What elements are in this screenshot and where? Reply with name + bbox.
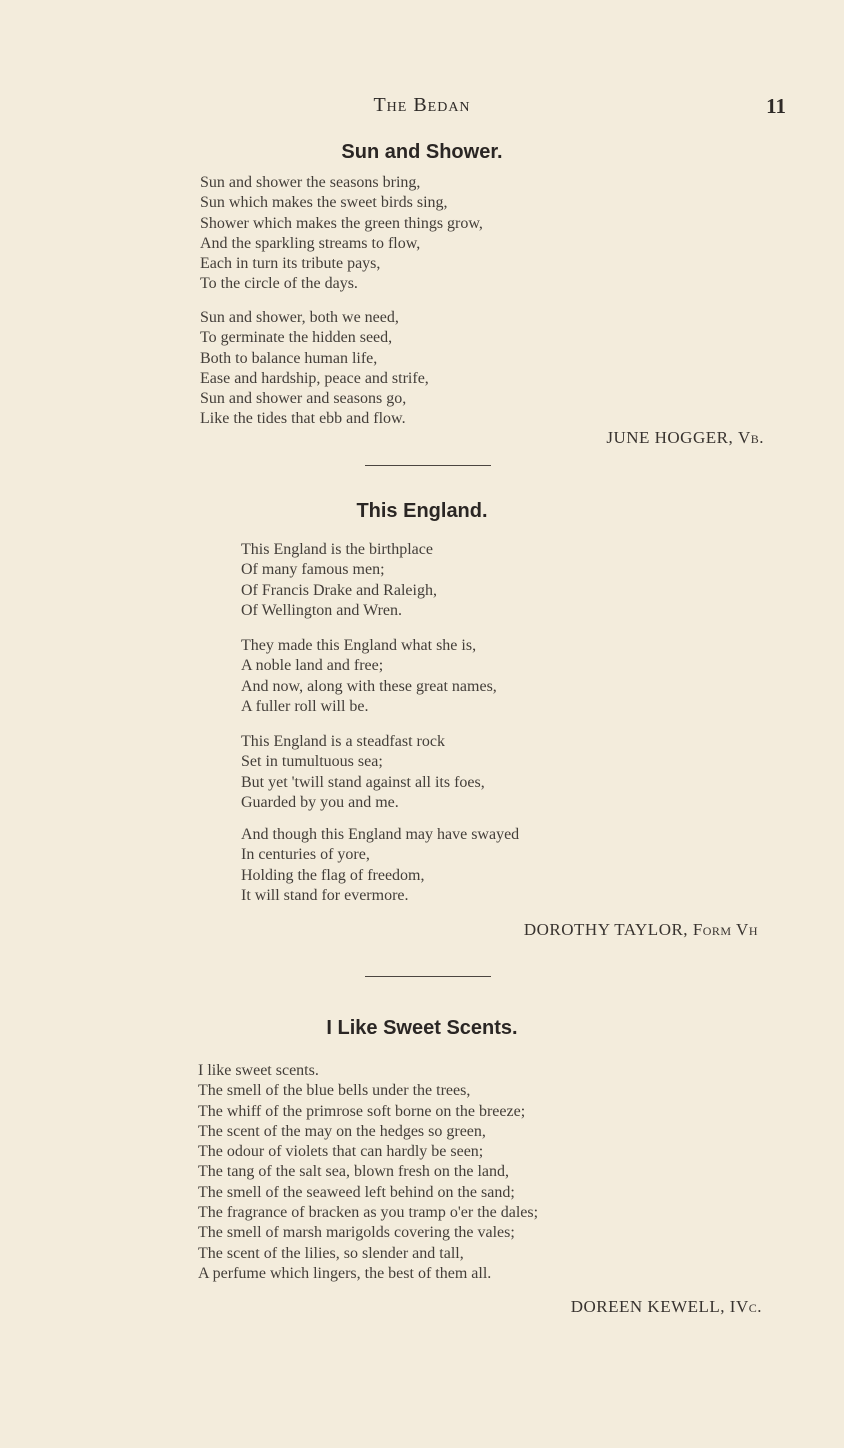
author-name: DOREEN KEWELL, bbox=[570, 1297, 726, 1316]
poem-line: Ease and hardship, peace and strife, bbox=[200, 369, 429, 387]
poem-line: To germinate the hidden seed, bbox=[200, 329, 393, 347]
poem-line: This England is a steadfast rock bbox=[241, 733, 445, 750]
poem-line: Sun and shower and seasons go, bbox=[200, 390, 407, 408]
poem-title-i-like-sweet-scents: I Like Sweet Scents. bbox=[326, 1017, 518, 1039]
poem-line: Of Wellington and Wren. bbox=[241, 601, 402, 619]
poem-line: And now, along with these great names, bbox=[241, 677, 497, 695]
poem-line: Sun and shower the seasons bring, bbox=[200, 174, 421, 191]
poem-line: Shower which makes the green things grow, bbox=[200, 214, 483, 232]
poem-line: Guarded by you and me. bbox=[241, 793, 399, 811]
poem-line: A fuller roll will be. bbox=[241, 697, 369, 715]
stanza bbox=[198, 1061, 538, 1284]
poem-line: The smell of marsh marigolds covering the vales; bbox=[198, 1224, 515, 1242]
stanza bbox=[241, 825, 519, 906]
page-number: 11 bbox=[766, 94, 786, 118]
poem-line: Each in turn its tribute pays, bbox=[200, 255, 381, 273]
poem-line: The odour of violets that can hardly be seen; bbox=[198, 1143, 484, 1161]
section-divider bbox=[365, 976, 491, 977]
poem-line: The smell of the seaweed left behind on the sand; bbox=[198, 1183, 515, 1201]
poem-line: And though this England may have swayed bbox=[241, 826, 520, 843]
poem-line: Sun which makes the sweet birds sing, bbox=[200, 194, 448, 212]
poem-author bbox=[524, 920, 758, 940]
author-name: JUNE HOGGER, bbox=[606, 428, 734, 447]
poem-line: Both to balance human life, bbox=[200, 349, 378, 367]
poem-line: Like the tides that ebb and flow. bbox=[200, 410, 406, 428]
poem-line: But yet 'twill stand against all its foes, bbox=[241, 773, 485, 791]
section-divider bbox=[365, 465, 491, 466]
poem-title-sun-and-shower: Sun and Shower. bbox=[341, 141, 503, 163]
poem-line: The whiff of the primrose soft borne on the breeze; bbox=[198, 1102, 526, 1120]
poem-line: The smell of the blue bells under the trees, bbox=[198, 1082, 471, 1100]
author-name: DOROTHY TAYLOR, bbox=[523, 920, 689, 939]
author-form: Form Vh bbox=[692, 920, 758, 939]
poem-line: They made this England what she is, bbox=[241, 637, 477, 654]
poem-line: The scent of the lilies, so slender and tall, bbox=[198, 1244, 464, 1262]
stanza bbox=[200, 173, 483, 295]
poem-line: The tang of the salt sea, blown fresh on the land, bbox=[198, 1163, 510, 1181]
poem-line: Set in tumultuous sea; bbox=[241, 753, 383, 771]
author-form: Vb. bbox=[737, 428, 764, 447]
author-form: IVc. bbox=[729, 1297, 762, 1316]
poem-line: I like sweet scents. bbox=[198, 1062, 319, 1079]
stanza bbox=[241, 732, 485, 813]
stanza bbox=[241, 636, 497, 717]
poem-line: A noble land and free; bbox=[241, 657, 384, 675]
stanza bbox=[200, 308, 429, 430]
poem-author bbox=[571, 1297, 762, 1317]
poem-line: Of many famous men; bbox=[241, 561, 385, 579]
poem-line: Of Francis Drake and Raleigh, bbox=[241, 581, 437, 599]
poem-line: In centuries of yore, bbox=[241, 846, 370, 864]
poem-author bbox=[606, 428, 764, 448]
poem-line: Sun and shower, both we need, bbox=[200, 309, 399, 326]
poem-line: To the circle of the days. bbox=[200, 275, 358, 293]
poem-line: Holding the flag of freedom, bbox=[241, 866, 425, 884]
poem-line: This England is the birthplace bbox=[241, 541, 433, 558]
poem-line: The scent of the may on the hedges so green, bbox=[198, 1122, 486, 1140]
stanza bbox=[241, 540, 437, 621]
running-header-title: The Bedan bbox=[373, 94, 471, 116]
poem-title-this-england: This England. bbox=[356, 500, 488, 522]
poem-line: A perfume which lingers, the best of them all. bbox=[198, 1264, 492, 1282]
poem-line: The fragrance of bracken as you tramp o'er the dales; bbox=[198, 1204, 539, 1222]
poem-line: It will stand for evermore. bbox=[241, 886, 409, 904]
poem-line: And the sparkling streams to flow, bbox=[200, 234, 421, 252]
